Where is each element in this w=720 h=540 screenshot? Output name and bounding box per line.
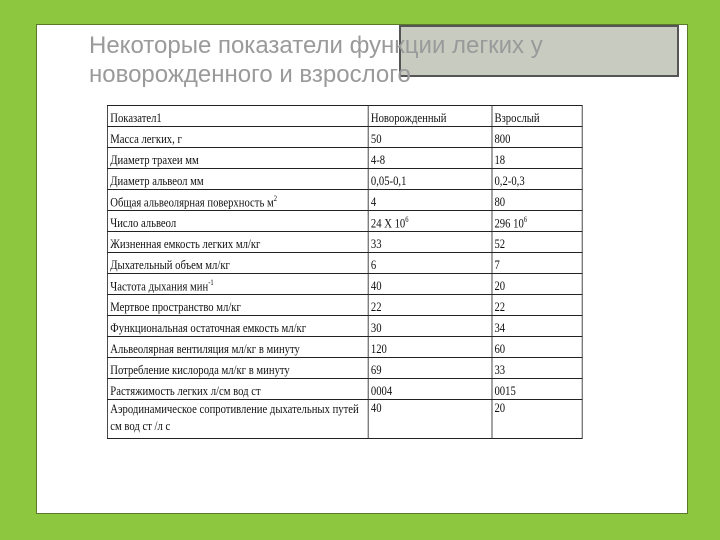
table-row [107,337,582,358]
table-row [107,190,582,211]
param-superscript: 2 [273,193,278,203]
title-line-1: Некоторые показатели функции легких у [89,32,543,59]
adult-cell: 80 [492,190,583,211]
table-header-row [107,106,582,127]
newborn-cell: 50 [368,127,492,148]
newborn-cell: 40 [368,274,492,295]
newborn-cell: 4-8 [368,148,492,169]
param-superscript: -1 [208,277,214,287]
adult-cell: 18 [492,148,583,169]
newborn-cell: 33 [368,232,492,253]
param-text: Частота дыхания мин [110,278,209,293]
table-row [107,253,582,274]
adult-cell: 22 [492,295,583,316]
header-adult: Взрослый [492,106,583,127]
adult-cell: 0,2-0,3 [492,169,583,190]
adult-cell: 52 [492,232,583,253]
adult-cell: 800 [492,127,583,148]
param-text: Диаметр трахеи мм [110,152,199,167]
adult-cell: 0015 [492,379,583,400]
newborn-cell: 30 [368,316,492,337]
newborn-cell: 22 [368,295,492,316]
param-text: Мертвое пространство мл/кг [110,299,241,314]
param-text: Общая альвеолярная поверхность м [110,194,274,209]
param-cell [107,316,368,337]
param-cell [107,274,368,295]
param-cell [107,295,368,316]
param-cell [107,169,368,190]
table-row [107,127,582,148]
adult-cell: 60 [492,337,583,358]
adult-cell: 20 [492,400,583,439]
param-cell [107,232,368,253]
table-row [107,358,582,379]
param-text: Диаметр альвеол мм [110,173,204,188]
param-text: Функциональная остаточная емкость мл/кг [110,320,307,335]
table-row [107,274,582,295]
adult-cell: 20 [492,274,583,295]
param-cell [107,127,368,148]
param-text: Дыхательный объем мл/кг [110,257,230,272]
param-text: Масса легких, г [110,131,182,146]
param-text: Аэродинамическое сопротивление дыхательных путей см вод ст /л с [110,401,359,433]
newborn-cell: 0,05-0,1 [368,169,492,190]
table-wrapper [107,105,687,439]
param-text: Растяжимость легких л/см вод ст [110,383,261,398]
table-row [107,295,582,316]
param-cell [107,211,368,232]
param-cell [107,358,368,379]
table-row [107,232,582,253]
newborn-cell: 6 [368,253,492,274]
table-row [107,169,582,190]
param-cell [107,190,368,211]
title-line-2: новорожденного и взрослого [89,61,411,88]
param-text: Альвеолярная вентиляция мл/кг в минуту [110,341,300,356]
newborn-superscript: 6 [405,214,409,224]
param-cell [107,400,368,439]
param-cell [107,253,368,274]
adult-superscript: 6 [523,214,528,224]
newborn-cell: 69 [368,358,492,379]
param-cell [107,148,368,169]
table-row [107,400,582,439]
newborn-cell: 40 [368,400,492,439]
adult-value: 296 10 [494,215,524,230]
param-text: Число альвеол [110,215,177,230]
table-row [107,379,582,400]
header-parameter: Показател1 [107,106,368,127]
newborn-cell: 120 [368,337,492,358]
param-cell [107,379,368,400]
adult-cell: 34 [492,316,583,337]
newborn-cell: 0004 [368,379,492,400]
table-row [107,316,582,337]
newborn-value: 24 Х 10 [370,215,406,230]
table-row [107,211,582,232]
newborn-cell: 4 [368,190,492,211]
adult-cell [492,211,583,232]
adult-cell: 33 [492,358,583,379]
param-text: Жизненная емкость легких мл/кг [110,236,261,251]
table-row [107,148,582,169]
param-cell [107,337,368,358]
slide [36,24,688,514]
header-newborn: Новорожденный [368,106,492,127]
slide-title [89,31,649,89]
newborn-cell [368,211,492,232]
lung-function-table [107,105,583,439]
param-text: Потребление кислорода мл/кг в минуту [110,362,290,377]
adult-cell: 7 [492,253,583,274]
